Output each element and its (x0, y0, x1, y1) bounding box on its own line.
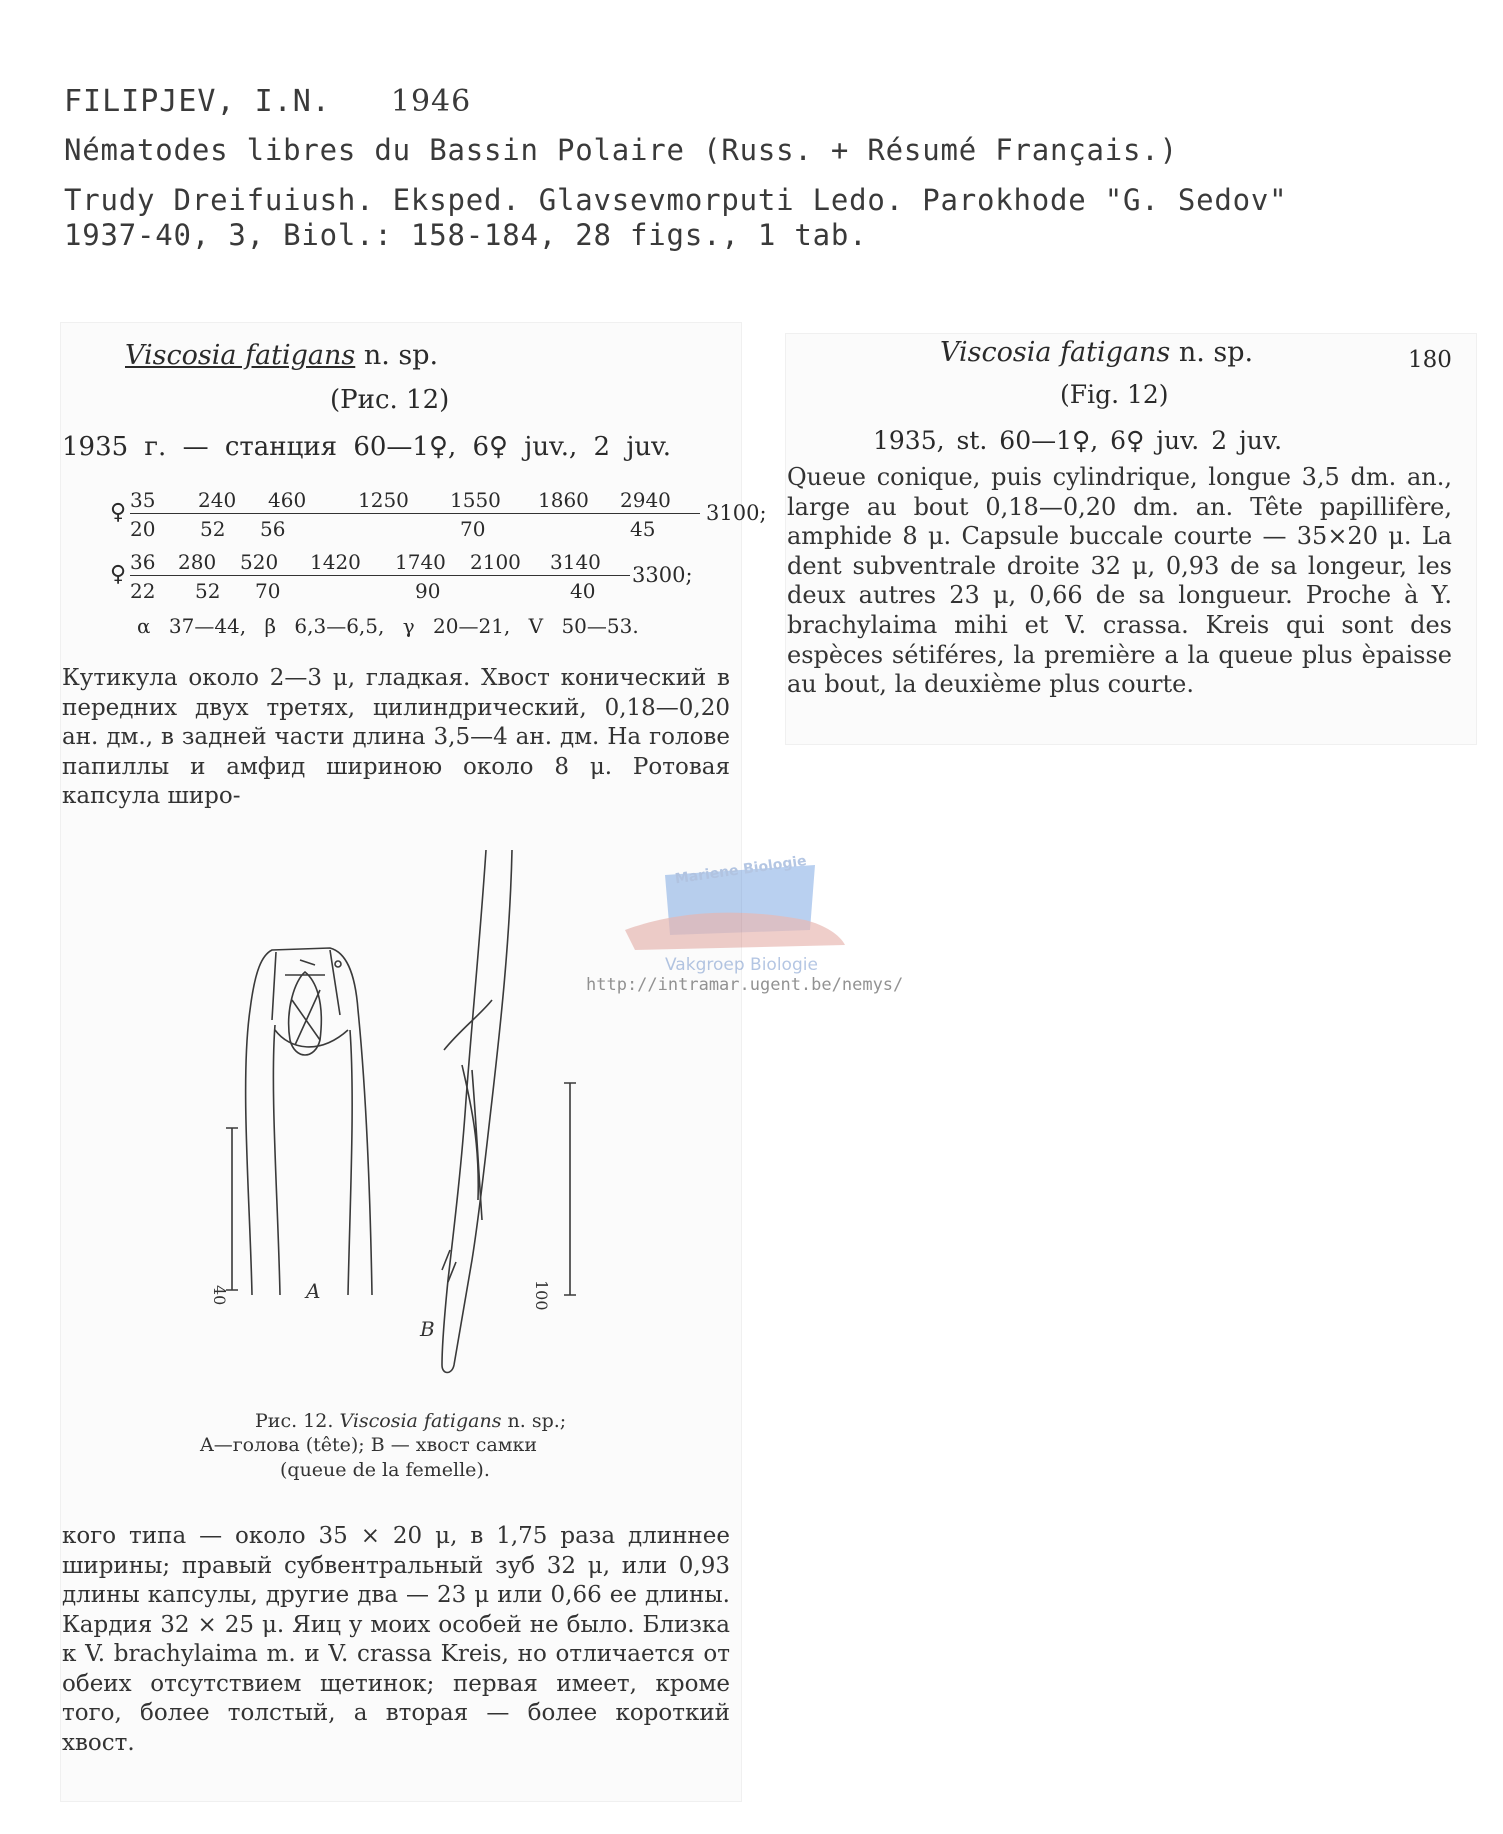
species-heading-ru (125, 340, 438, 371)
formula-cell: 1250 (358, 488, 409, 512)
formula-cell: 1860 (538, 488, 589, 512)
formula-total: 3300; (632, 563, 693, 587)
measurement-formula-2 (110, 550, 710, 610)
body-ratios: α 37—44, β 6,3—6,5, γ 20—21, V 50—53. (137, 614, 639, 638)
tail-drawing (442, 850, 512, 1373)
female-symbol: ♀ (110, 500, 127, 525)
scale-label-a: 40 (210, 1285, 229, 1306)
formula-cell: 45 (630, 517, 656, 541)
formula-cell: 52 (195, 579, 221, 603)
formula-cell: 1420 (310, 550, 361, 574)
page-number: 180 (1408, 347, 1452, 373)
logo-red-wave (625, 913, 845, 950)
species-suffix-fr: n. sp. (1178, 337, 1254, 368)
formula-cell: 22 (130, 579, 156, 603)
fig-label-a: A (306, 1279, 321, 1303)
formula-cell: 20 (130, 517, 156, 541)
formula-cell: 1550 (450, 488, 501, 512)
watermark-line1: Mariene Biologie (673, 852, 808, 888)
formula-cell: 90 (415, 579, 441, 603)
formula-cell: 3140 (550, 550, 601, 574)
russian-description-part1: Кутикула около 2—3 μ, гладкая. Хвост конический в передних двух третях, цилиндрический, 0,18—0,20 ан. дм., в задней части длина 3,5—4 ан. дм. На голове папиллы и амфид шириною около 8 μ. Ротовая капсула широ- (62, 665, 730, 809)
publication-year: 1946 (390, 84, 472, 119)
formula-cell: 36 (130, 550, 156, 574)
figure-caption-line3: (queue de la femelle). (280, 1459, 490, 1481)
publication-title: Nématodes libres du Bassin Polaire (Russ. + Résumé Français.) (64, 133, 1178, 167)
citation-author-line (64, 84, 471, 119)
figure-caption-line1 (255, 1410, 566, 1432)
formula-cell: 2100 (470, 550, 521, 574)
formula-cell: 460 (268, 488, 307, 512)
formula-cell: 240 (198, 488, 237, 512)
nematode-illustration (180, 840, 600, 1400)
figure-reference-ru: (Рис. 12) (330, 385, 450, 415)
figure-reference-fr: (Fig. 12) (1060, 380, 1169, 409)
formula-cell: 70 (255, 579, 281, 603)
formula-cell: 1740 (395, 550, 446, 574)
figure-caption-line2: A—голова (tête); B — хвост самки (200, 1434, 538, 1456)
watermark-url: http://intramar.ugent.be/nemys/ (586, 975, 904, 995)
formula-total: 3100; (706, 501, 767, 525)
formula-cell: 56 (260, 517, 286, 541)
citation-pages: 1937-40, 3, Biol.: 158-184, 28 figs., 1 tab. (64, 218, 868, 252)
formula-cell: 520 (240, 550, 279, 574)
french-summary: Queue conique, puis cylindrique, longue 3,5 dm. an., large au bout 0,18—0,20 dm. an. Tête papillifère, amphide 8 μ. Capsule buccale courte — 35×20 μ. La dent subventrale droite 32 μ, 0,93 de sa longeur, les deux autres 23 μ, 0,66 de sa longueur. Proche à Y. brachylaima mihi et V. crassa. Kreis qui sont des espèces sétiféres, la première a la queue plus èpaisse au bout, la deuxième plus courte. (787, 463, 1452, 699)
station-record-ru: 1935 г. — станция 60—1♀, 6♀ juv., 2 juv. (62, 432, 671, 462)
watermark-line2: Vakgroep Biologie (665, 955, 818, 975)
formula-cell: 2940 (620, 488, 671, 512)
species-heading-fr (940, 337, 1253, 368)
species-name-fr: Viscosia fatigans (940, 337, 1171, 368)
formula-cell: 40 (570, 579, 596, 603)
formula-cell: 280 (178, 550, 217, 574)
species-suffix: n. sp. (363, 340, 439, 371)
female-symbol: ♀ (110, 562, 127, 587)
author-name: FILIPJEV, I.N. (64, 84, 331, 119)
fig-label-b: B (420, 1317, 435, 1341)
journal-name: Trudy Dreifuiush. Eksped. Glavsevmorputi Ledo. Parokhode "G. Sedov" (64, 183, 1288, 217)
vakgroep-logo-watermark (605, 835, 865, 975)
russian-description-part2: кого типа — около 35 × 20 μ, в 1,75 раза длиннее ширины; правый субвентральный зуб 32 μ, или 0,93 длины капсулы, другие два — 23 μ или 0,66 ее длины. Кардия 32 × 25 μ. Яиц у моих особей не было. Близка к V. brachylaima m. и V. crassa Kreis, но отличается от обеих отсутствием щетинок; первая имеет, кроме того, более толстый, а вторая — более короткий хвост. (62, 1523, 730, 1756)
station-record-fr: 1935, st. 60—1♀, 6♀ juv. 2 juv. (873, 426, 1283, 455)
head-drawing (246, 948, 372, 1295)
formula-cell: 52 (200, 517, 226, 541)
formula-cell: 35 (130, 488, 156, 512)
caption-suffix: n. sp.; (507, 1410, 567, 1432)
measurement-formula-1 (110, 488, 767, 548)
fraction-line (130, 575, 630, 576)
caption-prefix: Рис. 12. (255, 1410, 334, 1432)
species-name: Viscosia fatigans (125, 340, 356, 371)
formula-cell: 70 (460, 517, 486, 541)
scale-label-b: 100 (532, 1280, 551, 1311)
caption-species: Viscosia fatigans (339, 1410, 502, 1432)
